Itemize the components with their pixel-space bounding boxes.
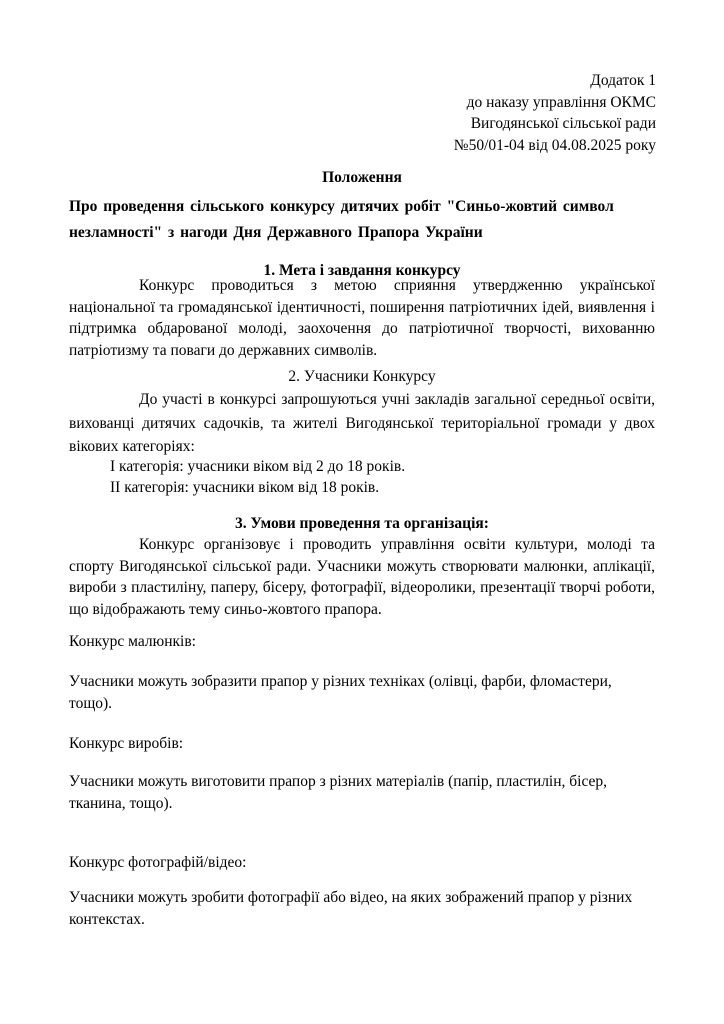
appendix-order-ref: до наказу управління ОКМС — [466, 93, 656, 111]
appendix-order-number-date: №50/01-04 від 04.08.2025 року — [453, 136, 656, 154]
section2-category-2: ІІ категорія: учасники віком від 18 років. — [110, 479, 380, 496]
section1-paragraph: Конкурс проводиться з метою сприяння утвердженню української національної та громадянської ідентичності, поширення патріотичних ідей, виявлення і підтримка обдарованої молоді, заохочення до патріотичної творчості, вихованню патріотизму та поваги до державних символів. — [69, 277, 655, 359]
section3-heading: 3. Умови проведення та організація: — [235, 515, 489, 532]
appendix-number: Додаток 1 — [590, 72, 656, 89]
section1-heading: 1. Мета і завдання конкурсу — [263, 262, 461, 279]
photo-video-contest-text: Учасники можуть зробити фотографії або відео, на яких зображений прапор у різних контекстах. — [69, 889, 633, 928]
section3-paragraph: Конкурс організовує і проводить управління освіти культури, молоді та спорту Вигодянської сільської ради. Учасники можуть створювати малюнки, аплікації, вироби з пластиліну, паперу, бісеру, фотографії, відеоролики, презентації творчі роботи, що відображають тему синьо-жовтого прапора. — [69, 536, 655, 618]
crafts-contest-text: Учасники можуть виготовити прапор з різних матеріалів (папір, пластилін, бісер, тканина, тощо). — [69, 773, 608, 812]
section2-heading: 2. Учасники Конкурсу — [288, 368, 436, 385]
crafts-contest-label: Конкурс виробів: — [69, 735, 184, 752]
document-subtitle: Про проведення сільського конкурсу дитячих робіт "Синьо-жовтий символ незламності" з нагоди Дня Державного Прапора України — [69, 198, 614, 241]
section2-paragraph: До участі в конкурсі запрошуються учні закладів загальної середньої освіти, вихованці дитячих садочків, та жителі Вигодянської територіальної громади у двох вікових категоріях: — [69, 391, 655, 455]
document-title: Положення — [322, 169, 402, 186]
drawings-contest-text: Учасники можуть зобразити прапор у різних техніках (олівці, фарби, фломастери, тощо). — [69, 673, 612, 712]
appendix-block — [326, 70, 656, 156]
appendix-council: Вигодянської сільської ради — [470, 115, 656, 132]
photo-video-contest-label: Конкурс фотографій/відео: — [69, 854, 247, 871]
section2-category-1: І категорія: учасники віком від 2 до 18 років. — [110, 458, 406, 475]
drawings-contest-label: Конкурс малюнків: — [69, 633, 196, 650]
